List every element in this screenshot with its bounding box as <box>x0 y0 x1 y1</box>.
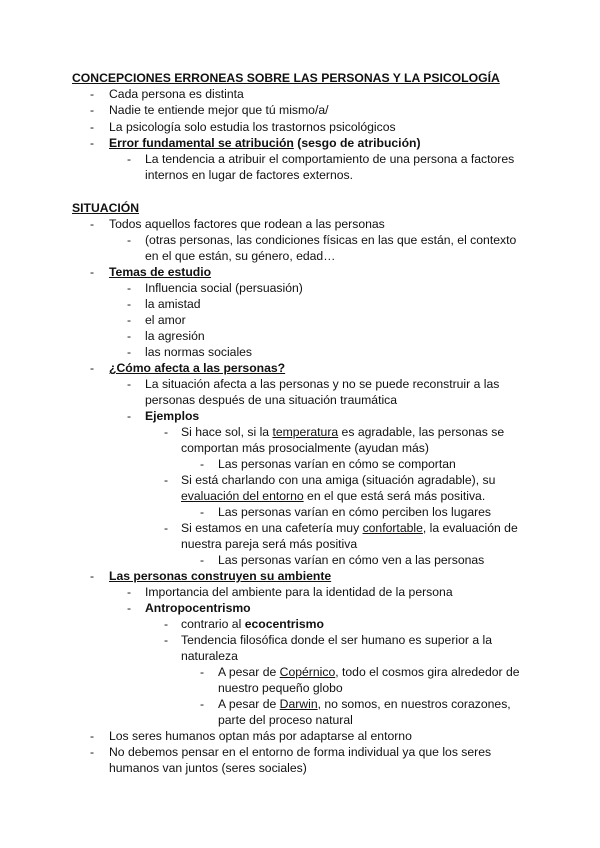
bullet-dash: - <box>127 297 132 311</box>
bullet-dash: - <box>164 521 169 535</box>
error-description-line: La tendencia a atribuir el comportamiento de una persona a factores <box>145 152 515 166</box>
example-line <box>181 520 527 536</box>
underlined-term: confortable <box>362 521 423 535</box>
bullet-dash: - <box>90 569 95 583</box>
list-item-line: nuestro pequeño globo <box>218 681 343 695</box>
example-line: nuestra pareja será más positiva <box>181 537 358 551</box>
error-description-line: internos en lugar de factores externos. <box>145 168 353 182</box>
bullet-dash: - <box>90 217 95 231</box>
list-item: Influencia social (persuasión) <box>145 281 303 295</box>
list-item: la agresión <box>145 329 205 343</box>
ejemplos-label: Ejemplos <box>145 409 200 423</box>
bullet-dash: - <box>90 136 95 150</box>
text-run: Si hace sol, si la <box>181 425 273 439</box>
list-item: Importancia del ambiente para la identidad de la persona <box>145 585 453 599</box>
bullet-dash: - <box>127 409 132 423</box>
list-item-line <box>218 664 527 680</box>
document-title: CONCEPCIONES ERRONEAS SOBRE LAS PERSONAS Y LA PSICOLOGÍA <box>72 71 500 85</box>
bullet-dash: - <box>90 729 95 743</box>
text-run: A pesar de <box>218 665 280 679</box>
text-run: en el que está será más positiva. <box>303 489 486 503</box>
error-fundamental-item <box>109 135 421 151</box>
list-item: las normas sociales <box>145 345 253 359</box>
list-item-line: parte del proceso natural <box>218 713 353 727</box>
bullet-dash: - <box>127 377 132 391</box>
text-run: A pesar de <box>218 697 280 711</box>
bullet-dash: - <box>200 553 205 567</box>
text-run: es agradable, las personas se <box>338 425 505 439</box>
construyen-label: Las personas construyen su ambiente <box>109 569 332 583</box>
underlined-term: Darwin <box>279 697 318 711</box>
list-item <box>181 616 324 632</box>
example-line: comportan más prosocialmente (ayudan más) <box>181 441 429 455</box>
list-item-line: Tendencia filosófica donde el ser humano es superior a la <box>181 633 492 647</box>
list-item: Nadie te entiende mejor que tú mismo/a/ <box>109 103 329 117</box>
list-item: Todos aquellos factores que rodean a las personas <box>109 217 385 231</box>
bullet-dash: - <box>90 87 95 101</box>
bullet-dash: - <box>127 152 132 166</box>
bullet-dash: - <box>90 120 95 134</box>
list-item-line: personas después de una situación traumática <box>145 393 398 407</box>
example-line: Si está charlando con una amiga (situación agradable), su <box>181 473 496 487</box>
bullet-dash: - <box>164 633 169 647</box>
bullet-dash: - <box>164 617 169 631</box>
list-item-line: humanos van juntos (seres sociales) <box>109 761 307 775</box>
error-fundamental-suffix: (sesgo de atribución) <box>293 136 421 150</box>
list-item: Cada persona es distinta <box>109 87 244 101</box>
como-afecta-label: ¿Cómo afecta a las personas? <box>109 361 286 375</box>
bullet-dash: - <box>127 281 132 295</box>
error-fundamental-label: Error fundamental se atribución <box>109 136 294 150</box>
list-item: el amor <box>145 313 186 327</box>
list-item: Las personas varían en cómo se comportan <box>218 457 456 471</box>
text-run: , no somos, en nuestros corazones, <box>317 697 511 711</box>
text-run: Si estamos en una cafetería muy <box>181 521 363 535</box>
bold-term: ecocentrismo <box>244 617 324 631</box>
list-item-line: naturaleza <box>181 649 238 663</box>
list-item: Las personas varían en cómo perciben los lugares <box>218 505 492 519</box>
list-item: La psicología solo estudia los trastornos psicológicos <box>109 120 396 134</box>
list-item-line: (otras personas, las condiciones físicas en las que están, el contexto <box>145 233 517 247</box>
list-item: Las personas varían en cómo ven a las personas <box>218 553 485 567</box>
temas-label: Temas de estudio <box>109 265 212 279</box>
list-item: la amistad <box>145 297 201 311</box>
section-heading-situacion: SITUACIÓN <box>72 201 140 215</box>
bullet-dash: - <box>164 425 169 439</box>
bullet-dash: - <box>127 585 132 599</box>
bullet-dash: - <box>200 697 205 711</box>
text-run: contrario al <box>181 617 245 631</box>
bullet-dash: - <box>90 103 95 117</box>
underlined-term: evaluación del entorno <box>181 489 304 503</box>
bullet-dash: - <box>127 313 132 327</box>
list-item-line: en el que están, su género, edad… <box>145 249 336 263</box>
list-item-line: La situación afecta a las personas y no se puede reconstruir a las <box>145 377 500 391</box>
list-item-line <box>218 696 527 712</box>
bullet-dash: - <box>127 601 132 615</box>
list-item-line: No debemos pensar en el entorno de forma individual ya que los seres <box>109 745 492 759</box>
underlined-term: Copérnico <box>279 665 336 679</box>
bullet-dash: - <box>200 457 205 471</box>
bullet-dash: - <box>200 665 205 679</box>
bullet-dash: - <box>200 505 205 519</box>
text-run: , la evaluación de <box>422 521 518 535</box>
example-line <box>181 488 485 504</box>
example-line <box>181 424 527 440</box>
bullet-dash: - <box>127 329 132 343</box>
list-item: Los seres humanos optan más por adaptarse al entorno <box>109 729 412 743</box>
bullet-dash: - <box>164 473 169 487</box>
text-run: , todo el cosmos gira alrededor de <box>335 665 520 679</box>
bullet-dash: - <box>90 745 95 759</box>
bullet-dash: - <box>127 233 132 247</box>
bullet-dash: - <box>90 361 95 375</box>
underlined-term: temperatura <box>272 425 339 439</box>
bullet-dash: - <box>90 265 95 279</box>
antropocentrismo-label: Antropocentrismo <box>145 601 251 615</box>
bullet-dash: - <box>127 345 132 359</box>
